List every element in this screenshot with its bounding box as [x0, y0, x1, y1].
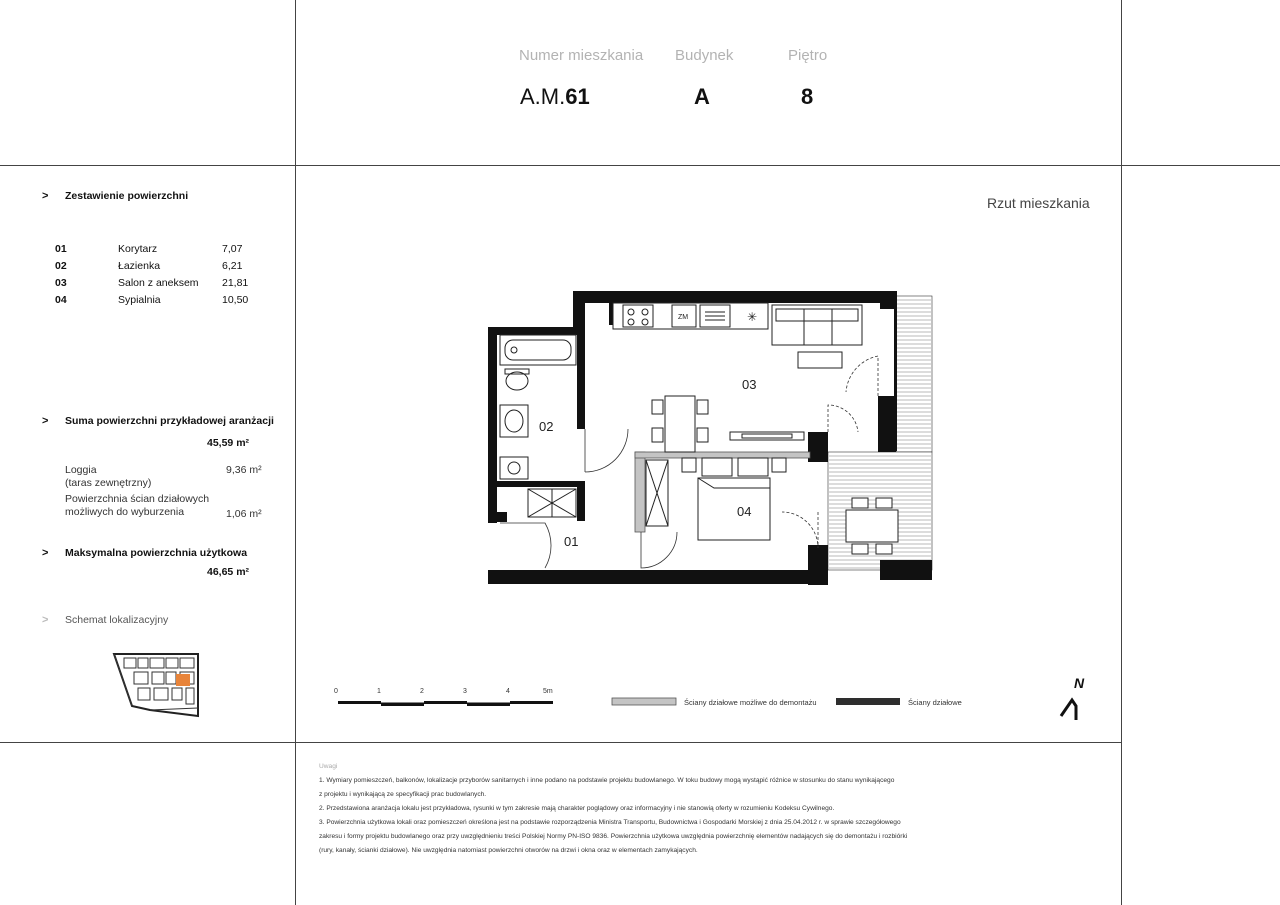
room-number: 03: [55, 277, 67, 289]
north-letter: N: [1074, 675, 1085, 691]
room-label-01: 01: [564, 534, 579, 549]
floor-label: Piętro: [788, 47, 828, 64]
legend-fixed-label: Ściany działowe: [908, 698, 962, 707]
north-arrow-icon: [1061, 700, 1076, 720]
legend-removable-label: Ściany działowe możliwe do demontażu: [684, 698, 817, 707]
scale-bar: [338, 701, 553, 706]
room-name: Łazienka: [118, 260, 161, 272]
removable-partition: [635, 452, 810, 532]
notes-line: z projektu i wynikającą ze specyfikacji prac budowlanych.: [319, 791, 487, 798]
scale-tick-label: 4: [506, 688, 510, 695]
areas-title: Zestawienie powierzchni: [65, 190, 189, 202]
apartment-number-bold: 61: [565, 84, 590, 109]
bed: [682, 458, 786, 540]
walls-value: 1,06 m²: [226, 508, 262, 520]
room-number: 02: [55, 260, 67, 272]
room-name: Sypialnia: [118, 294, 161, 306]
notes-title: Uwagi: [319, 763, 338, 770]
notes-line: (rury, kanały, ścianki działowe). Nie uwzględnia natomiast powierzchni otworów na drzwi i okna oraz w elementach zamykających.: [319, 847, 698, 854]
max-title: Maksymalna powierzchnia użytkowa: [65, 547, 248, 559]
notes-line: 1. Wymiary pomieszczeń, balkonów, lokalizacje przyborów sanitarnych i inne podano na podstawie projektu budowlanego. W toku budowy mogą wystąpić różnice w stosunku do stanu wynikającego: [319, 777, 895, 784]
arrow-icon: >: [42, 547, 49, 559]
room-label-04: 04: [737, 504, 752, 519]
scale-tick-label: 5m: [543, 688, 553, 695]
apartment-prefix: A.M.: [520, 84, 566, 109]
arrow-icon: >: [42, 415, 49, 427]
room-name: Korytarz: [118, 243, 158, 255]
notes: [319, 760, 979, 858]
room-number: 01: [55, 243, 67, 255]
walls-line2: możliwych do wyburzenia: [65, 506, 185, 518]
loggia-line2: (taras zewnętrzny): [65, 477, 152, 489]
bathroom-fixtures: [500, 335, 576, 479]
loggia-value: 9,36 m²: [226, 464, 262, 476]
room-label-03: 03: [742, 377, 757, 392]
plan-title: Rzut mieszkania: [987, 195, 1090, 211]
building-value: A: [694, 84, 710, 109]
room-name: Salon z aneksem: [118, 277, 199, 289]
apartment-number-label: Numer mieszkania: [519, 47, 644, 64]
loggia-line1: Loggia: [65, 464, 97, 476]
total-title: Suma powierzchni przykładowej aranżacji: [65, 415, 274, 427]
scale-tick-label: 2: [420, 688, 424, 695]
room-number: 04: [55, 294, 67, 306]
legend-fixed-swatch: [836, 698, 900, 705]
room-area: 21,81: [222, 277, 249, 289]
kitchen: [613, 303, 768, 329]
room-area: 10,50: [222, 294, 249, 306]
arrow-icon: >: [42, 190, 49, 202]
location-title: Schemat lokalizacyjny: [65, 614, 169, 626]
location-arrow-icon: >: [42, 614, 49, 626]
total-value: 45,59 m²: [207, 437, 250, 449]
walls-line1: Powierzchnia ścian działowych: [65, 493, 210, 505]
fan-icon: ✳: [747, 310, 758, 324]
max-value: 46,65 m²: [207, 566, 250, 578]
floor-value: 8: [801, 84, 814, 109]
room-label-02: 02: [539, 419, 554, 434]
legend-removable-swatch: [612, 698, 676, 705]
notes-line: 2. Przedstawiona aranżacja lokalu jest przykładowa, rysunki w tym zakresie mają charakter poglądowy oraz informacyjny i nie stanowią oferty w rozumieniu Kodeksu Cywilnego.: [319, 805, 835, 812]
scale-tick-label: 0: [334, 688, 338, 695]
room-area: 7,07: [222, 243, 243, 255]
room-area: 6,21: [222, 260, 243, 272]
scale-tick-label: 3: [463, 688, 467, 695]
building-label: Budynek: [675, 47, 734, 64]
notes-line: 3. Powierzchnia użytkowa lokali oraz pomieszczeń określona jest na podstawie rozporządzenia Ministra Transportu, Budownictwa i Gospodarki Morskiej z dnia 25.04.2012 r. w sprawie szczegółowego: [319, 819, 901, 826]
scale-tick-label: 1: [377, 688, 381, 695]
notes-line: zakresu i formy projektu budowlanego oraz przy uwzględnieniu treści Polskiej Normy PN-ISO 9836. Powierzchnia użytkowa uwzględnia powierzchnię elementów nadających się do demontażu i rozbiórki: [319, 833, 908, 840]
appliance-label: ZM: [678, 314, 689, 321]
